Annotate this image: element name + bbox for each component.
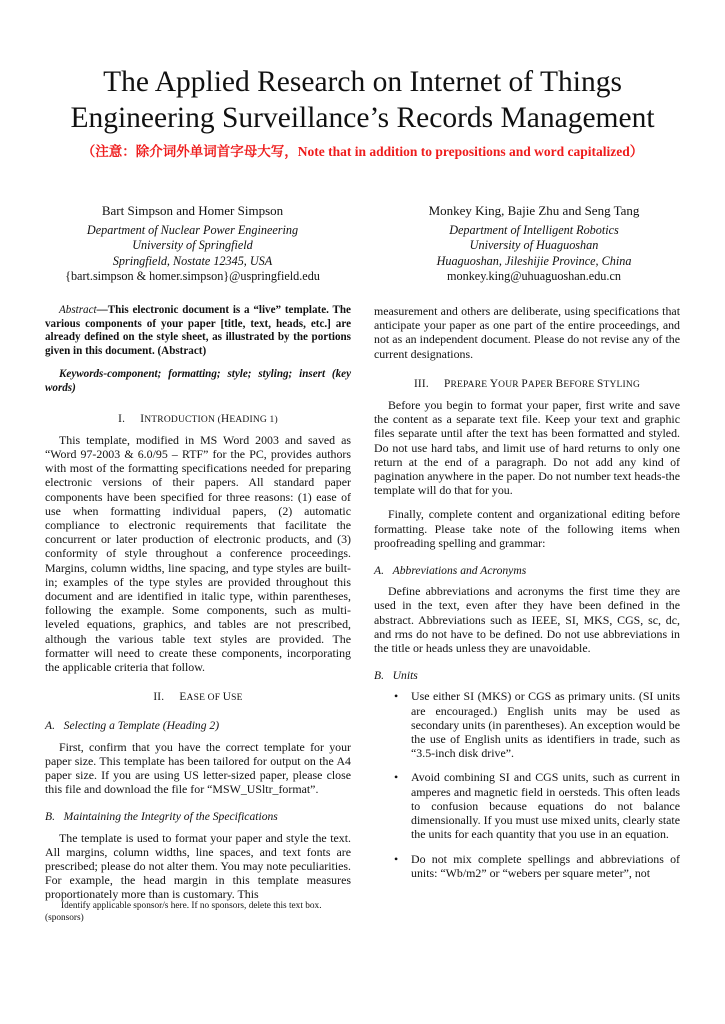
heading-smallcaps: OUR: [498, 379, 522, 390]
bullet-icon: •: [394, 851, 399, 866]
subsection-heading-selecting-template: A. Selecting a Template (Heading 2): [45, 719, 220, 733]
author-names: Bart Simpson and Homer Simpson: [101, 203, 284, 218]
subsection-heading-units: B. Units: [374, 669, 418, 683]
section-number: II.: [153, 691, 165, 704]
bullet-icon: •: [394, 770, 399, 785]
prepare-paragraph-2: Finally, complete content and organizational editing before formatting. Please take note of the following items when proofreading spelling and grammar:: [374, 507, 680, 550]
paper-title: [40, 64, 685, 136]
title-line-2: Engineering Surveillance’s Records Management: [70, 102, 655, 134]
heading-smallcaps: APER: [527, 379, 556, 390]
introduction-paragraph: This template, modified in MS Word 2003 and saved as “Word 97-2003 & 6.0/95 – RTF” for the PC, provides authors with most of the formatting specifications needed for preparing electronic versions of their papers. All standard paper components have been specified for three reasons: (1) ease of use when formatting individual papers, (2) automatic compliance to electronic requirements that facilitate the concurrent or later production of electronic products, and (3) conformity of style throughout a conference proceedings. Margins, column widths, line spacing, and type styles are built-in; examples of the type styles are provided throughout this document and are identified in italic type, within parentheses, following the example. Some components, such as multi-leveled equations, graphics, and tables are not prescribed, although the various table text styles are provided. The formatter will need to create these components, incorporating the applicable criteria that follow.: [45, 432, 351, 675]
author-names: Monkey King, Bajie Zhu and Seng Tang: [428, 203, 640, 218]
heading-smallcaps: ASE OF: [186, 693, 223, 704]
title-line-1: The Applied Research on Internet of Things: [103, 66, 622, 98]
heading-initial: H: [220, 412, 230, 425]
author-university: University of Huaguoshan: [469, 238, 599, 252]
section-heading-introduction: [45, 412, 351, 427]
bullet-icon: •: [394, 689, 399, 704]
sponsor-footnote: [45, 901, 345, 924]
author-address: Huaguoshan, Jileshijie Province, China: [436, 253, 632, 268]
units-bullet-list: [374, 689, 680, 879]
heading-initial: I: [140, 412, 145, 425]
heading-smallcaps: EFORE: [563, 379, 597, 390]
subsection-heading-integrity: B. Maintaining the Integrity of the Specifications: [45, 810, 278, 824]
list-item-text: Do not mix complete spellings and abbreviations of units: “Wb/m2” or “webers per square meter”, not: [411, 851, 680, 880]
heading-initial: B: [555, 377, 564, 390]
keywords: Keywords-component; formatting; style; styling; insert (key words): [45, 368, 351, 394]
section-number: III.: [413, 377, 429, 390]
author-address: Springfield, Nostate 12345, USA: [112, 253, 273, 268]
author-block-2: [384, 203, 684, 285]
heading-smallcaps: SE: [231, 693, 243, 704]
heading-smallcaps: TYLING: [603, 379, 641, 390]
heading-initial: P: [521, 377, 528, 390]
selecting-template-paragraph: First, confirm that you have the correct template for your paper size. This template has been tailored for output on the A4 paper size. If you are using US letter-sized paper, please close this file and download the file for “MSW_USltr_format”.: [45, 739, 351, 797]
subsection-heading-abbreviations: A. Abbreviations and Acronyms: [374, 564, 527, 578]
heading-smallcaps: REPARE: [450, 379, 490, 390]
author-email: {bart.simpson & homer.simpson}@uspringfield.edu: [65, 269, 320, 283]
abstract-text: —This electronic document is a “live” template. The various components of your paper [title, text, heads, etc.] are already defined on the style sheet, as illustrated by the portions given in this document. (Abstract): [45, 304, 351, 357]
heading-initial: S: [596, 377, 604, 390]
footnote-line-2: (sponsors): [45, 912, 84, 923]
integrity-paragraph-continued: measurement and others are deliberate, using specifications that anticipate your paper as one part of the entire proceedings, and not as an independent document. Please do not revise any of the current designations.: [374, 304, 680, 361]
integrity-paragraph: The template is used to format your paper and style the text. All margins, column widths, line spaces, and text fonts are prescribed; please do not alter them. You may note peculiarities. For example, the head margin in this template measures proportionately more than is customary. This: [45, 830, 351, 902]
heading-initial: E: [179, 691, 187, 704]
capitalization-notice: （注意：除介词外单词首字母大写，Note that in addition to prepositions and word capitalized）: [81, 144, 644, 159]
heading-initial: Y: [489, 377, 499, 390]
author-university: University of Springfield: [132, 238, 253, 252]
heading-initial: P: [444, 377, 451, 390]
heading-smallcaps: EADING 1): [229, 414, 278, 425]
author-block-1: [50, 203, 335, 285]
section-heading-ease-of-use: [45, 690, 351, 705]
section-number: I.: [118, 412, 126, 425]
left-column: [45, 304, 351, 912]
section-heading-prepare-paper: [374, 377, 680, 392]
author-department: Department of Intelligent Robotics: [449, 222, 619, 237]
list-item-text: Use either SI (MKS) or CGS as primary units. (SI units are encouraged.) English units may be used as secondary units (in parentheses). An exception would be the use of English units as identifiers in trade, such as “3.5-inch disk drive”.: [411, 689, 680, 761]
right-column: [374, 304, 680, 890]
abstract-label: Abstract: [59, 304, 97, 316]
prepare-paragraph-1: Before you begin to format your paper, first write and save the content as a separate text file. Keep your text and graphic files separate until after the text has been formatted and styled. Do not use hard tabs, and limit use of hard returns to only one return at the end of a paragraph. Do not add any kind of pagination anywhere in the paper. Do not number text heads-the template will do that for you.: [374, 398, 680, 498]
abbreviations-paragraph: Define abbreviations and acronyms the first time they are used in the text, even after they have been defined in the abstract. Abbreviations such as IEEE, SI, MKS, CGS, sc, dc, and rms do not have to be defined. Do not use abbreviations in the title or heads unless they are unavoidable.: [374, 584, 680, 656]
heading-initial: U: [222, 691, 232, 704]
heading-smallcaps: NTRODUCTION (: [144, 414, 221, 425]
list-item: [374, 770, 680, 841]
author-email: monkey.king@uhuaguoshan.edu.cn: [447, 269, 621, 283]
footnote-line-1: Identify applicable sponsor/s here. If no sponsors, delete this text box.: [61, 901, 322, 911]
list-item: [374, 852, 680, 880]
abstract: [45, 304, 351, 358]
list-item-text: Avoid combining SI and CGS units, such as current in amperes and magnetic field in oersteds. This often leads to confusion because equations do not balance dimensionally. If you must use mixed units, clearly state the units for each quantity that you use in an equation.: [411, 770, 680, 842]
author-department: Department of Nuclear Power Engineering: [86, 222, 299, 237]
list-item: [374, 689, 680, 760]
